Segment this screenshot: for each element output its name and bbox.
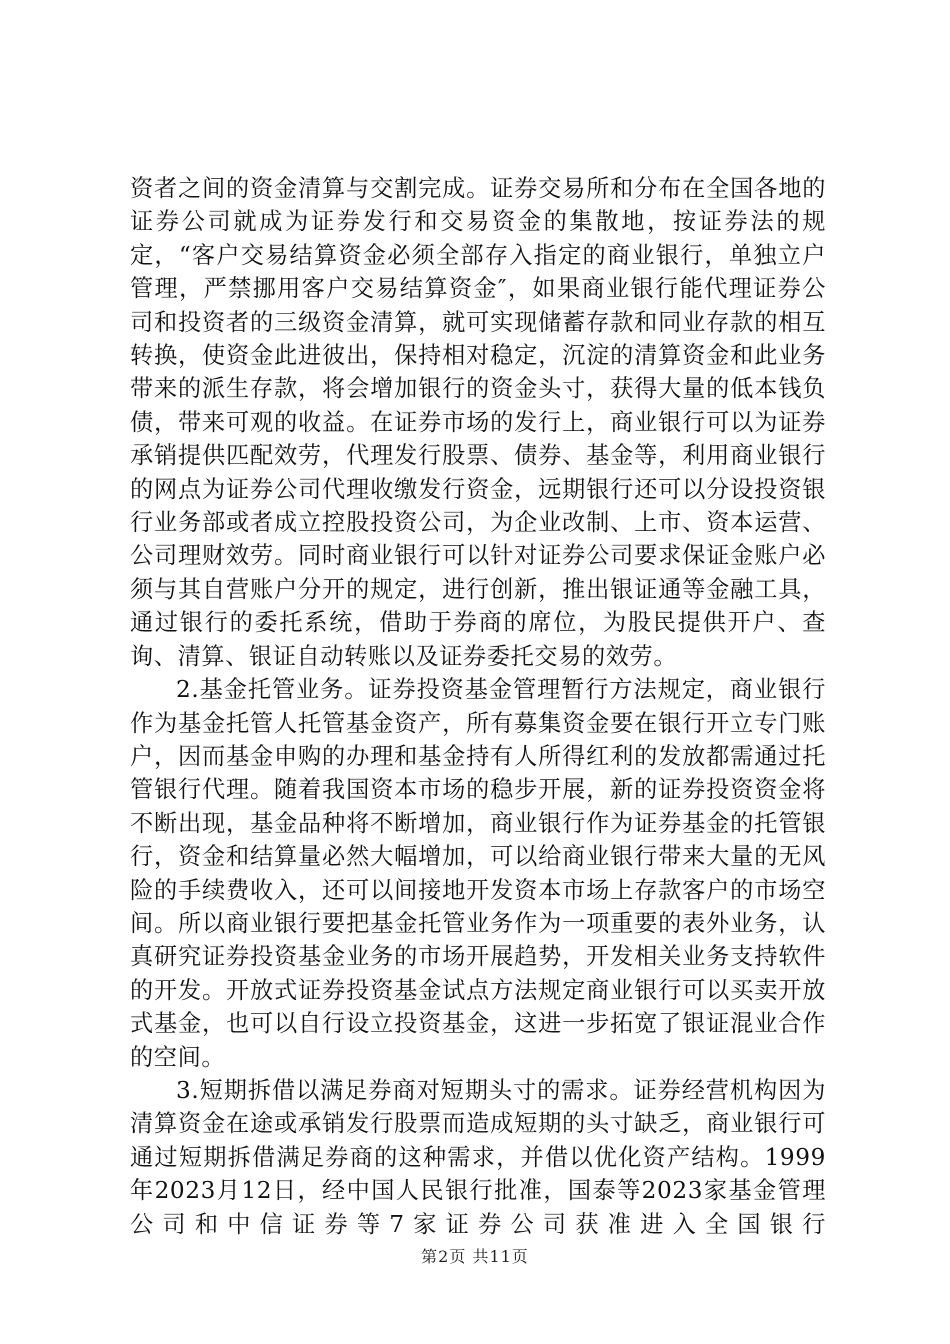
paragraph-securities-clearing: 资者之间的资金清算与交割完成。证券交易所和分布在全国各地的证券公司就成为证券发行和交易资金的集散地，按证券法的规定，“客户交易结算资金必须全部存入指定的商业银行，单独立户管理，严禁挪用客户交易结算资金″，如果商业银行能代理证券公司和投资者的三级资金清算，就可实现储蓄存款和同业存款的相互转换，使资金此进彼出，保持相对稳定，沉淀的清算资金和此业务带来的派生存款，将会增加银行的资金头寸，获得大量的低本钱负债，带来可观的收益。在证券市场的发行上，商业银行可以为证券承销提供匹配效劳，代理发行股票、债券、基金等，利用商业银行的网点为证券公司代理收缴发行资金，远期银行还可以分设投资银行业务部或者成立控股投资公司，为企业改制、上市、资本运营、公司理财效劳。同时商业银行可以针对证券公司要求保证金账户必须与其自营账户分开的规定，进行创新，推出银证通等金融工具，通过银行的委托系统，借助于券商的席位，为股民提供开户、查询、清算、银证自动转账以及证券委托交易的效劳。 <box>130 175 826 670</box>
document-body <box>130 172 826 1241</box>
paragraph-short-term-lending: 3.短期拆借以满足券商对短期头寸的需求。证券经营机构因为清算资金在途或承销发行股票而造成短期的头寸缺乏，商业银行可通过短期拆借满足券商的这种需求，并借以优化资产结构。1999年2023月12日，经中国人民银行批准，国泰等2023家基金管理公司和中信证券等7家证券公司获准进入全国银行 <box>130 1076 826 1238</box>
page-number-footer: 第2页 共11页 <box>421 1247 529 1266</box>
paragraph-fund-custody: 2.基金托管业务。证券投资基金管理暂行方法规定，商业银行作为基金托管人托管基金资产，所有募集资金要在银行开立专门账户，因而基金申购的办理和基金持有人所得红利的发放都需通过托管银行代理。随着我国资本市场的稳步开展，新的证券投资资金将不断出现，基金品种将不断增加，商业银行作为证券基金的托管银行，资金和结算量必然大幅增加，可以给商业银行带来大量的无风险的手续费收入，还可以间接地开发资本市场上存款客户的市场空间。所以商业银行要把基金托管业务作为一项重要的表外业务，认真研究证券投资基金业务的市场开展趋势，开发相关业务支持软件的开发。开放式证券投资基金试点方法规定商业银行可以买卖开放式基金，也可以自行设立投资基金，这进一步拓宽了银证混业合作的空间。 <box>130 676 826 1071</box>
